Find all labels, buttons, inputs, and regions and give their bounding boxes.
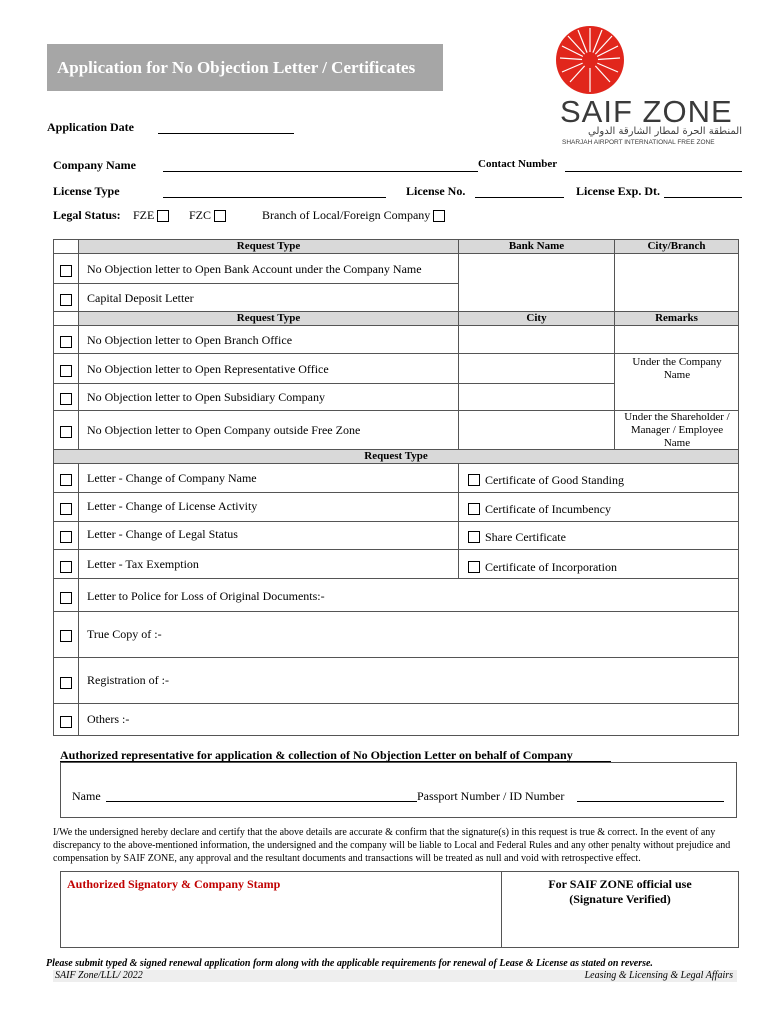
official-use-label: For SAIF ZONE official use	[548, 877, 692, 891]
company-name-field[interactable]	[163, 171, 478, 172]
license-type-field[interactable]	[163, 197, 386, 198]
remark-shareholder: Under the Shareholder / Manager / Employee Name	[624, 411, 730, 449]
saif-zone-logo	[548, 20, 748, 150]
s3-full-3: Registration of :-	[87, 673, 169, 687]
contact-number-field[interactable]	[565, 171, 742, 172]
company-name-label: Company Name	[53, 158, 136, 172]
s2-row-1: No Objection letter to Open Branch Office	[87, 333, 293, 347]
city-cell-4[interactable]	[458, 410, 615, 450]
s2-row-2: No Objection letter to Open Representative Office	[87, 362, 329, 376]
police-letter-checkbox[interactable]	[60, 592, 72, 604]
s1-row-1: No Objection letter to Open Bank Account under the Company Name	[87, 262, 422, 276]
s3-right-4: Certificate of Incorporation	[485, 560, 617, 574]
cell	[78, 611, 739, 658]
s1-row-2: Capital Deposit Letter	[87, 291, 194, 305]
s3-left-2: Letter - Change of License Activity	[87, 499, 258, 513]
s3-full-1: Letter to Police for Loss of Original Documents:-	[87, 589, 325, 603]
registration-checkbox[interactable]	[60, 677, 72, 689]
s3-left-4: Letter - Tax Exemption	[87, 557, 199, 571]
branch-office-checkbox[interactable]	[60, 336, 72, 348]
cell	[614, 325, 739, 354]
city-cell-2[interactable]	[458, 353, 615, 384]
rep-office-checkbox[interactable]	[60, 365, 72, 377]
footer-dept: Leasing & Licensing & Legal Affairs	[584, 970, 733, 981]
subsidiary-checkbox[interactable]	[60, 393, 72, 405]
tax-exemption-checkbox[interactable]	[60, 561, 72, 573]
authorized-box	[60, 762, 737, 818]
branch-option[interactable]	[262, 208, 445, 223]
license-type-label: License Type	[53, 184, 120, 198]
s1-header-bank-name: Bank Name	[458, 239, 615, 254]
logo-wordmark: SAIF ZONE	[560, 94, 733, 129]
bank-account-checkbox[interactable]	[60, 265, 72, 277]
bank-name-cell[interactable]	[458, 253, 615, 312]
declaration-text: I/We the undersigned hereby declare and certify that the above details are accurate & confirm that the signature(s) in this request is true & correct. In the event of any discrepancy to the above-mentioned information, the undersigned and the company will be liable to Local and Federal Rules and any other penalty without prejudice and compensation by SAIF ZONE, any approval and the resultant documents and transactions will be treated as null and void with retrospective effect.	[53, 827, 731, 864]
s3-right-2: Certificate of Incumbency	[485, 502, 611, 516]
s3-left-3: Letter - Change of Legal Status	[87, 527, 238, 541]
logo-subtitle: SHARJAH AIRPORT INTERNATIONAL FREE ZONE	[562, 139, 715, 146]
footer-note: Please submit typed & signed renewal application form along with the applicable requirements for renewal of Lease & License as stated on reverse.	[46, 958, 653, 969]
s1-header-request-type: Request Type	[78, 239, 459, 254]
change-name-checkbox[interactable]	[60, 474, 72, 486]
logo-arabic: المنطقة الحرة لمطار الشارقة الدولي	[588, 126, 742, 137]
city-cell-1[interactable]	[458, 325, 615, 354]
branch-label: Branch of Local/Foreign Company	[262, 208, 431, 222]
signatory-label: Authorized Signatory & Company Stamp	[67, 877, 281, 891]
footer-code: SAIF Zone/LLL/ 2022	[55, 970, 143, 981]
fze-label: FZE	[133, 208, 155, 222]
s2-header-city: City	[458, 311, 615, 326]
change-legal-checkbox[interactable]	[60, 531, 72, 543]
true-copy-checkbox[interactable]	[60, 630, 72, 642]
s3-right-1: Certificate of Good Standing	[485, 473, 624, 487]
others-checkbox[interactable]	[60, 716, 72, 728]
authorized-heading: Authorized representative for application & collection of No Objection Letter on behalf of Company	[60, 748, 573, 762]
outside-fz-checkbox[interactable]	[60, 426, 72, 438]
remark-company-name: Under the Company Name	[632, 356, 722, 381]
incorporation-checkbox[interactable]	[468, 561, 480, 573]
s2-header-remarks: Remarks	[614, 311, 739, 326]
s2-row-3: No Objection letter to Open Subsidiary Company	[87, 390, 325, 404]
passport-label: Passport Number / ID Number	[417, 789, 565, 803]
s3-right-3: Share Certificate	[485, 530, 566, 544]
legal-status-label: Legal Status:	[53, 208, 121, 222]
fzc-label: FZC	[189, 208, 212, 222]
good-standing-checkbox[interactable]	[468, 474, 480, 486]
fze-option[interactable]	[133, 208, 169, 223]
s1-header-city-branch: City/Branch	[614, 239, 739, 254]
signature-verified-label: (Signature Verified)	[569, 892, 671, 906]
cell	[78, 703, 739, 736]
city-branch-cell[interactable]	[614, 253, 739, 312]
s3-full-2: True Copy of :-	[87, 627, 162, 641]
license-exp-field[interactable]	[664, 197, 742, 198]
name-label: Name	[72, 789, 101, 803]
license-no-label: License No.	[406, 184, 466, 198]
fzc-option[interactable]	[189, 208, 226, 223]
s3-left-1: Letter - Change of Company Name	[87, 471, 257, 485]
capital-deposit-checkbox[interactable]	[60, 294, 72, 306]
fze-checkbox[interactable]	[157, 210, 169, 222]
form-title: Application for No Objection Letter / Certificates	[47, 44, 443, 91]
s3-header-request-type: Request Type	[53, 449, 739, 464]
name-field[interactable]	[106, 801, 417, 802]
s2-row-4: No Objection letter to Open Company outside Free Zone	[87, 423, 361, 437]
share-cert-checkbox[interactable]	[468, 531, 480, 543]
license-no-field[interactable]	[475, 197, 564, 198]
branch-checkbox[interactable]	[433, 210, 445, 222]
fzc-checkbox[interactable]	[214, 210, 226, 222]
passport-field[interactable]	[577, 801, 724, 802]
logo-sunburst-icon	[548, 20, 748, 100]
change-activity-checkbox[interactable]	[60, 503, 72, 515]
city-cell-3[interactable]	[458, 383, 615, 411]
authorized-heading-underline	[60, 747, 611, 762]
license-exp-label: License Exp. Dt.	[576, 184, 660, 198]
incumbency-checkbox[interactable]	[468, 503, 480, 515]
application-date-field[interactable]	[158, 133, 294, 134]
contact-number-label: Contact Number	[478, 158, 558, 170]
s3-full-4: Others :-	[87, 712, 130, 726]
application-date-label: Application Date	[47, 120, 134, 134]
s2-header-request-type: Request Type	[78, 311, 459, 326]
cell	[78, 657, 739, 704]
